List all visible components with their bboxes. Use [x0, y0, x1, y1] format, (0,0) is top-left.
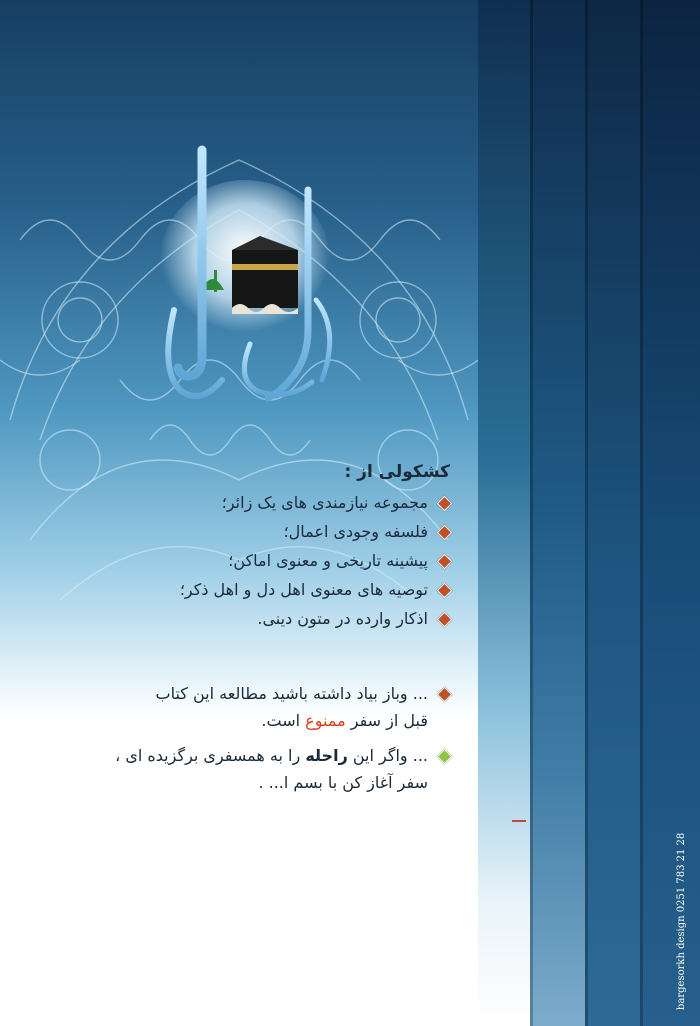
list-item-text: توصیه های معنوی اهل دل و اهل ذکر؛	[179, 580, 428, 599]
strip-divider	[530, 0, 533, 1026]
note-line	[30, 707, 428, 734]
forbidden-word: ممنوع	[305, 711, 346, 730]
strip-divider	[640, 0, 643, 1026]
list-item	[50, 517, 450, 546]
list-item-text: فلسفه وجودی اعمال؛	[283, 522, 428, 541]
diamond-bullet-icon	[437, 749, 453, 765]
list-item	[50, 546, 450, 575]
diamond-bullet-icon	[437, 687, 453, 703]
list-item	[50, 488, 450, 517]
designer-credit: bargesorkh design 0251 783 21 28	[676, 832, 687, 1010]
note-text: ... واگر این	[352, 746, 428, 765]
note-line: ... وباز بیاد داشته باشید مطالعه این کتاب	[155, 684, 428, 703]
diamond-bullet-icon	[437, 496, 453, 512]
diamond-bullet-icon	[437, 554, 453, 570]
note-text: را به همسفری برگزیده ای ،	[115, 746, 301, 765]
list-item-text: مجموعه نیازمندی های یک زائر؛	[221, 493, 428, 512]
note-warning	[30, 680, 450, 734]
page-strip-4	[640, 0, 700, 1026]
diamond-bullet-icon	[437, 583, 453, 599]
note-line	[30, 742, 428, 769]
contents-list	[50, 462, 450, 633]
diamond-bullet-icon	[437, 525, 453, 541]
list-item	[50, 575, 450, 604]
list-item-text: پیشینه تاریخی و معنوی اماکن؛	[228, 551, 428, 570]
note-text: است.	[261, 711, 301, 730]
book-name-word: راحله	[305, 746, 348, 765]
page-strip-1	[474, 0, 534, 1026]
title-calligraphy-art	[140, 130, 340, 410]
red-tick-mark	[512, 820, 526, 822]
diamond-bullet-icon	[437, 612, 453, 628]
list-item-text: اذکار وارده در متون دینی.	[257, 609, 428, 628]
list-item	[50, 604, 450, 633]
page-strip-2	[530, 0, 590, 1026]
note-invitation	[30, 742, 450, 796]
note-text: قبل از سفر	[350, 711, 428, 730]
note-line: سفر آغاز کن با بسم ا... .	[258, 773, 428, 792]
list-heading: کشکولی از :	[344, 462, 450, 482]
page-strip-3	[585, 0, 645, 1026]
closing-notes	[30, 680, 450, 804]
strip-divider	[585, 0, 588, 1026]
